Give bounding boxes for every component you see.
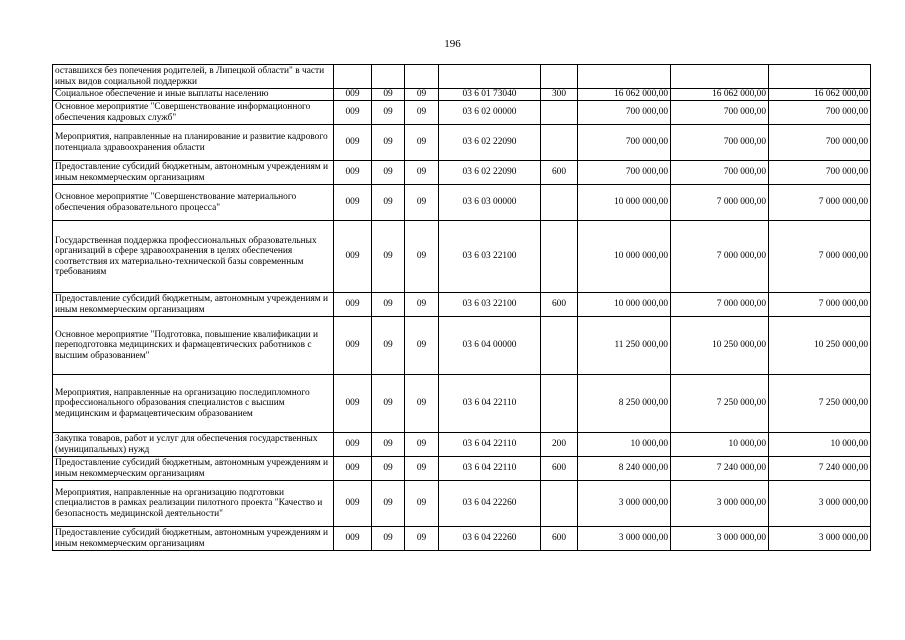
row-sum-2024: 700 000,00 [671,161,769,185]
row-rz [372,65,405,89]
row-vr [541,101,578,125]
row-name: Закупка товаров, работ и услуг для обеспечения государственных (муниципальных) нужд [53,433,334,457]
row-sum-2023: 8 250 000,00 [578,375,671,433]
row-name: Мероприятия, направленные на организацию последипломного профессионального образования специалистов с высшим медицинским и фармацевтическим образованием [53,375,334,433]
row-ved: 009 [334,481,372,527]
table-row [53,375,871,433]
row-csr: 03 6 04 22260 [439,481,541,527]
row-sum-2023: 10 000 000,00 [578,221,671,293]
row-name: Предоставление субсидий бюджетным, автономным учреждениям и иным некоммерческим организациям [53,527,334,551]
row-csr: 03 6 02 22090 [439,161,541,185]
row-name: Основное мероприятие "Совершенствование информационного обеспечения кадровых служб" [53,101,334,125]
row-name: Мероприятия, направленные на планирование и развитие кадрового потенциала здравоохранения области [53,125,334,161]
row-ved: 009 [334,293,372,317]
row-sum-2023: 10 000,00 [578,433,671,457]
row-csr: 03 6 04 00000 [439,317,541,375]
table-row [53,125,871,161]
row-ved: 009 [334,457,372,481]
row-sum-2024 [671,65,769,89]
row-vr [541,221,578,293]
row-vr: 300 [541,89,578,101]
row-pr: 09 [405,89,439,101]
row-sum-2023: 10 000 000,00 [578,185,671,221]
row-sum-2025: 10 250 000,00 [769,317,871,375]
row-sum-2025: 7 000 000,00 [769,221,871,293]
row-sum-2023: 16 062 000,00 [578,89,671,101]
table-row [53,433,871,457]
row-csr: 03 6 04 22110 [439,457,541,481]
row-pr: 09 [405,293,439,317]
table-row [53,185,871,221]
row-sum-2024: 700 000,00 [671,125,769,161]
row-sum-2025: 7 250 000,00 [769,375,871,433]
row-name: оставшихся без попечения родителей, в Липецкой области" в части иных видов социальной поддержки [53,65,334,89]
row-pr: 09 [405,433,439,457]
row-ved [334,65,372,89]
row-rz: 09 [372,125,405,161]
row-rz: 09 [372,481,405,527]
row-csr: 03 6 03 22100 [439,221,541,293]
row-vr [541,481,578,527]
row-sum-2024: 3 000 000,00 [671,481,769,527]
row-sum-2024: 700 000,00 [671,101,769,125]
row-pr: 09 [405,125,439,161]
row-pr: 09 [405,185,439,221]
row-vr: 600 [541,457,578,481]
row-rz: 09 [372,293,405,317]
row-sum-2024: 7 240 000,00 [671,457,769,481]
row-name: Предоставление субсидий бюджетным, автономным учреждениям и иным некоммерческим организациям [53,457,334,481]
row-csr: 03 6 03 22100 [439,293,541,317]
row-ved: 009 [334,375,372,433]
row-rz: 09 [372,185,405,221]
table-row [53,89,871,101]
row-csr: 03 6 04 22260 [439,527,541,551]
row-pr: 09 [405,527,439,551]
row-vr [541,185,578,221]
row-sum-2023: 10 000 000,00 [578,293,671,317]
table-row [53,65,871,89]
table-row [53,221,871,293]
row-pr: 09 [405,161,439,185]
row-ved: 009 [334,433,372,457]
row-sum-2023: 8 240 000,00 [578,457,671,481]
row-sum-2023: 700 000,00 [578,125,671,161]
row-sum-2024: 16 062 000,00 [671,89,769,101]
row-rz: 09 [372,527,405,551]
row-sum-2025: 16 062 000,00 [769,89,871,101]
row-rz: 09 [372,433,405,457]
row-pr: 09 [405,101,439,125]
row-sum-2025 [769,65,871,89]
row-pr [405,65,439,89]
row-ved: 009 [334,125,372,161]
row-ved: 009 [334,221,372,293]
row-sum-2025: 7 000 000,00 [769,293,871,317]
table-row [53,481,871,527]
row-rz: 09 [372,375,405,433]
row-csr: 03 6 03 00000 [439,185,541,221]
row-vr [541,375,578,433]
row-name: Мероприятия, направленные на организацию подготовки специалистов в рамках реализации пилотного проекта "Качество и безопасность медицинской деятельности" [53,481,334,527]
row-rz: 09 [372,89,405,101]
table-row [53,317,871,375]
row-csr: 03 6 02 22090 [439,125,541,161]
row-sum-2025: 10 000,00 [769,433,871,457]
budget-table [52,64,871,551]
row-sum-2023: 11 250 000,00 [578,317,671,375]
row-sum-2025: 3 000 000,00 [769,527,871,551]
row-sum-2024: 3 000 000,00 [671,527,769,551]
row-ved: 009 [334,527,372,551]
row-pr: 09 [405,221,439,293]
row-rz: 09 [372,221,405,293]
row-ved: 009 [334,89,372,101]
row-ved: 009 [334,101,372,125]
row-sum-2024: 7 000 000,00 [671,221,769,293]
row-rz: 09 [372,101,405,125]
row-sum-2025: 700 000,00 [769,161,871,185]
row-vr [541,65,578,89]
row-sum-2023: 3 000 000,00 [578,527,671,551]
row-ved: 009 [334,317,372,375]
row-vr: 600 [541,293,578,317]
row-rz: 09 [372,317,405,375]
row-pr: 09 [405,375,439,433]
row-sum-2023 [578,65,671,89]
row-vr [541,317,578,375]
row-sum-2025: 3 000 000,00 [769,481,871,527]
row-name: Основное мероприятие "Подготовка, повышение квалификации и переподготовка медицинских и фармацевтических работников с высшим образованием" [53,317,334,375]
row-csr: 03 6 04 22110 [439,433,541,457]
row-sum-2023: 700 000,00 [578,161,671,185]
row-sum-2023: 700 000,00 [578,101,671,125]
row-name: Предоставление субсидий бюджетным, автономным учреждениям и иным некоммерческим организациям [53,161,334,185]
row-pr: 09 [405,317,439,375]
row-sum-2025: 700 000,00 [769,101,871,125]
row-sum-2025: 7 000 000,00 [769,185,871,221]
page-number: 196 [444,38,461,50]
row-csr: 03 6 04 22110 [439,375,541,433]
table-row [53,293,871,317]
row-csr: 03 6 01 73040 [439,89,541,101]
row-sum-2024: 7 000 000,00 [671,185,769,221]
row-name: Основное мероприятие "Совершенствование материального обеспечения образовательного процесса" [53,185,334,221]
row-name: Государственная поддержка профессиональных образовательных организаций в сфере здравоохранения в целях обеспечения соответствия их материально-технической базы современным требованиям [53,221,334,293]
row-pr: 09 [405,457,439,481]
row-ved: 009 [334,185,372,221]
row-sum-2023: 3 000 000,00 [578,481,671,527]
row-csr [439,65,541,89]
row-vr: 600 [541,161,578,185]
table-row [53,101,871,125]
row-rz: 09 [372,161,405,185]
row-sum-2024: 7 000 000,00 [671,293,769,317]
row-ved: 009 [334,161,372,185]
row-sum-2024: 10 250 000,00 [671,317,769,375]
row-vr [541,125,578,161]
row-sum-2024: 7 250 000,00 [671,375,769,433]
row-csr: 03 6 02 00000 [439,101,541,125]
row-name: Предоставление субсидий бюджетным, автономным учреждениям и иным некоммерческим организациям [53,293,334,317]
row-sum-2025: 7 240 000,00 [769,457,871,481]
table-row [53,527,871,551]
row-vr: 600 [541,527,578,551]
row-pr: 09 [405,481,439,527]
row-sum-2024: 10 000,00 [671,433,769,457]
row-sum-2025: 700 000,00 [769,125,871,161]
table-row [53,161,871,185]
row-name: Социальное обеспечение и иные выплаты населению [53,89,334,101]
row-vr: 200 [541,433,578,457]
table-row [53,457,871,481]
row-rz: 09 [372,457,405,481]
